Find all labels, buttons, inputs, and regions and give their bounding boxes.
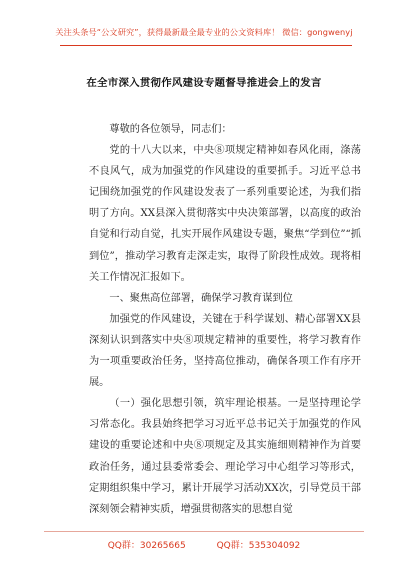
section-heading: 一、聚焦高位部署，确保学习教育谋到位 [109, 292, 293, 304]
header-divider [60, 45, 352, 46]
footer-qq-group-2: QQ群：535304092 [216, 541, 301, 551]
paragraph-subsection-one: （一）强化思想引领，筑牢理论根基。一是坚持理论学习常态化。我县始终把学习习近平总书记关于加强党的作风建设的重要论述和中央⑧项规定及其实施细则精神作为首要政治任务，通过县委常委会、理论学习中心组学习等形式，定期组织集中学习，累计开展学习活动XX次，引导党员干部深刻领会精神实质，增强贯彻落实的思想自觉 [89, 398, 361, 515]
salutation: 尊敬的各位领导，同志们： [109, 124, 232, 135]
document-body [89, 119, 361, 520]
header-banner: 关注头条号“公文研究”，获得最新最全最专业的公文资料库！ 微信：gongwenyj [55, 27, 353, 37]
paragraph-intro: 党的十八大以来，中央⑧项规定精神如春风化雨，涤荡不良风气，成为加强党的作风建设的重要抓手。习近平总书记围绕加强党的作风建设发表了一系列重要论述，为我们指明了方向。XX县深入贯彻落实中央决策部署，以高度的政治自觉和行动自觉，扎实开展作风建设专题，聚焦“学到位”“抓到位”，推动学习教育走深走实，取得了阶段性成效。现将相关工作情况汇报如下。 [89, 145, 361, 283]
document-title: 在全市深入贯彻作风建设专题督导推进会上的发言 [86, 77, 322, 89]
paragraph-section-one: 加强党的作风建设，关键在于科学谋划、精心部署XX县深刻认识到落实中央⑧项规定精神的重要性，将学习教育作为一项重要政治任务，坚持高位推动，确保各项工作有序开展。 [89, 313, 361, 389]
footer-divider [44, 531, 364, 532]
footer-qq-group-1: QQ群：30265665 [107, 541, 186, 551]
footer [0, 538, 408, 551]
